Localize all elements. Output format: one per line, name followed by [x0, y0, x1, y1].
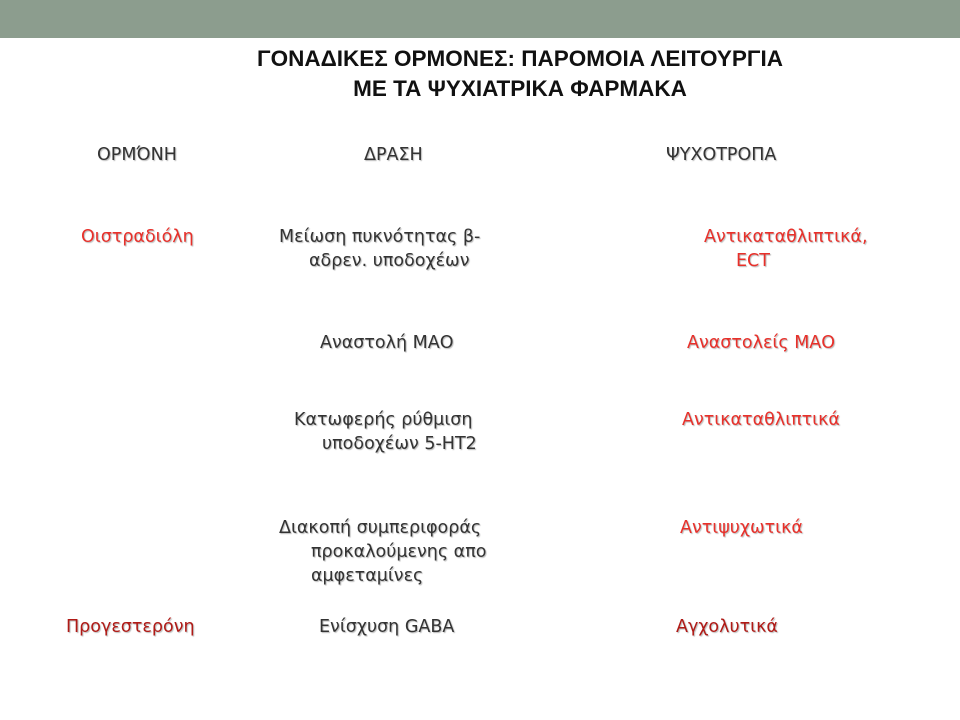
row-5-action: Ενίσχυση GABA — [319, 617, 455, 637]
row-5-hormone: Προγεστερόνη — [66, 617, 195, 637]
row-3-drug: Αντικαταθλιπτικά — [682, 410, 840, 430]
header-hormone: ΟΡΜΌΝΗ — [97, 145, 177, 165]
row-4-drug: Αντιψυχωτικά — [680, 518, 803, 538]
row-3-action-line-2: υποδοχέων 5-ΗΤ2 — [322, 434, 477, 454]
row-2-action: Αναστολή ΜΑΟ — [320, 333, 454, 353]
slide-title — [0, 44, 960, 104]
row-4-action-line-2: προκαλούμενης απο — [311, 542, 487, 562]
row-3-action-line-1: Κατωφερής ρύθμιση — [294, 410, 473, 430]
row-2-drug: Αναστολείς ΜΑΟ — [687, 333, 836, 353]
row-1-hormone: Οιστραδιόλη — [81, 227, 194, 247]
row-1-drug — [704, 225, 868, 273]
header-action: ΔΡΑΣΗ — [364, 145, 423, 165]
row-1-drug-line-1: Αντικαταθλιπτικά, — [704, 227, 868, 247]
row-4-action-line-3: αμφεταμίνες — [311, 566, 424, 586]
row-3-action — [294, 408, 477, 456]
row-1-action — [279, 225, 480, 273]
row-4-action — [279, 516, 486, 588]
row-5-drug: Αγχολυτικά — [676, 617, 778, 637]
row-1-action-line-2: αδρεν. υποδοχέων — [309, 251, 470, 271]
header-psychotropic: ΨΥΧΟΤΡΟΠΑ — [666, 145, 777, 165]
row-1-drug-line-2: ECT — [736, 251, 770, 271]
slide-title-line-2: ΜΕ ΤΑ ΨΥΧΙΑΤΡΙΚΑ ΦΑΡΜΑΚΑ — [353, 76, 687, 101]
row-4-action-line-1: Διακοπή συμπεριφοράς — [279, 518, 482, 538]
row-1-action-line-1: Μείωση πυκνότητας β- — [279, 227, 481, 247]
slide-title-line-1: ΓΟΝΑΔΙΚΕΣ ΟΡΜΟΝΕΣ: ΠΑΡΟΜΟΙΑ ΛΕΙΤΟΥΡΓΙΑ — [257, 46, 783, 71]
top-banner — [0, 0, 960, 38]
